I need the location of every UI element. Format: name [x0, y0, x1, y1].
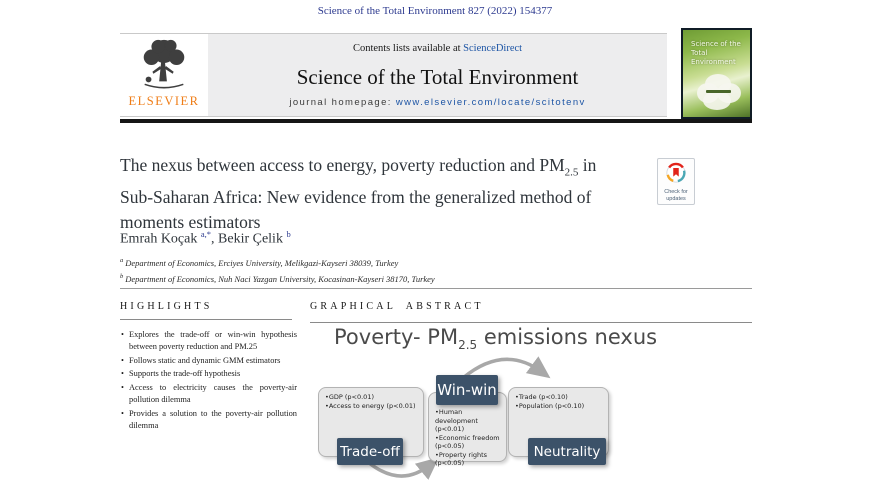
elsevier-wordmark: ELSEVIER	[128, 94, 200, 108]
affiliation-b-sup: b	[120, 272, 124, 280]
highlights-rule	[120, 319, 292, 320]
cover-title: Science of the Total Environment	[691, 40, 741, 66]
highlight-item: • Explores the trade-off or win-win hypothesis between poverty reduction and PM.25	[120, 329, 297, 353]
graphical-abstract-section	[310, 301, 752, 490]
affiliation-b-text: Department of Economics, Nuh Naci Yazgan University, Kocasinan-Kayseri 38170, Turkey	[125, 273, 435, 284]
highlight-item: • Supports the trade-off hypothesis	[120, 368, 297, 380]
homepage-label: journal homepage:	[289, 97, 396, 108]
highlight-item: • Provides a solution to the poverty-air pollution dilemma	[120, 408, 297, 432]
author-line	[120, 229, 291, 248]
cover-flower-graphic	[697, 74, 741, 112]
journal-cover-thumbnail	[681, 28, 752, 119]
check-for-updates-badge[interactable]	[657, 158, 695, 205]
ga-title-post: emissions nexus	[477, 325, 658, 349]
tradeoff-label: Trade-off	[337, 438, 403, 465]
crossmark-icon	[665, 171, 687, 188]
winwin-item: • Property rights (p<0.05)	[435, 451, 504, 468]
contents-line	[208, 43, 667, 54]
tradeoff-items	[319, 388, 423, 410]
affiliations	[120, 254, 435, 286]
affiliation-a-sup: a	[120, 257, 124, 264]
ga-title-sub: 2.5	[458, 338, 478, 353]
neutrality-label: Neutrality	[528, 438, 606, 465]
header-divider-bar	[120, 119, 752, 123]
ga-title-pre: Poverty- PM	[334, 325, 459, 349]
highlights-section	[120, 301, 297, 433]
highlight-item: • Follows static and dynamic GMM estimators	[120, 355, 297, 367]
section-divider	[120, 288, 752, 289]
author-2-affiliation-sup: b	[286, 229, 291, 239]
winwin-item: • Economic freedom (p<0.05)	[435, 434, 504, 451]
check-badge-text: Check for updates	[664, 189, 688, 202]
elsevier-logo	[120, 34, 208, 116]
article-title	[120, 153, 660, 234]
affiliation-a-text: Department of Economics, Erciyes University, Melikgazi-Kayseri 38039, Turkey	[125, 257, 399, 268]
highlights-list	[120, 329, 297, 431]
sciencedirect-link[interactable]: ScienceDirect	[463, 43, 523, 54]
journal-masthead	[208, 34, 667, 116]
highlights-heading: HIGHLIGHTS	[120, 301, 213, 312]
tradeoff-item: • Access to energy (p<0.01)	[325, 402, 421, 411]
neutrality-item: • Population (p<0.10)	[515, 402, 606, 411]
neutrality-items	[509, 388, 608, 410]
title-line3: moments estimators	[120, 211, 261, 232]
neutrality-item: • Trade (p<0.10)	[515, 393, 606, 402]
author-2: , Bekir Çelik	[211, 231, 283, 247]
author-1: Emrah Koçak	[120, 231, 198, 247]
graphical-abstract-rule	[310, 322, 752, 323]
nexus-diagram	[310, 340, 752, 490]
author-1-affiliation-sup: a,*	[200, 229, 212, 239]
homepage-url-link[interactable]: www.elsevier.com/locate/scitotenv	[395, 97, 586, 108]
winwin-label: Win-win	[436, 375, 498, 405]
journal-header	[120, 33, 667, 117]
affiliation-b	[120, 270, 435, 286]
title-line2: Sub-Saharan Africa: New evidence from the generalized method of	[120, 187, 592, 207]
tradeoff-item: • GDP (p<0.01)	[325, 393, 421, 402]
elsevier-tree-logo	[135, 37, 193, 93]
journal-homepage-line	[208, 97, 667, 108]
winwin-item: • Human development (p<0.01)	[435, 408, 504, 434]
journal-citation: Science of the Total Environment 827 (2022) 154377	[317, 5, 553, 17]
affiliation-a	[120, 254, 435, 270]
title-line1-end: in	[578, 155, 597, 175]
contents-prefix: Contents lists available at	[352, 43, 464, 54]
title-line1: The nexus between access to energy, poverty reduction and PM	[120, 155, 565, 175]
highlight-item: • Access to electricity causes the poverty-air pollution dilemma	[120, 382, 297, 406]
title-subscript: 2.5	[564, 166, 579, 179]
graphical-abstract-heading: GRAPHICAL ABSTRACT	[310, 301, 484, 312]
journal-title: Science of the Total Environment	[296, 65, 579, 89]
